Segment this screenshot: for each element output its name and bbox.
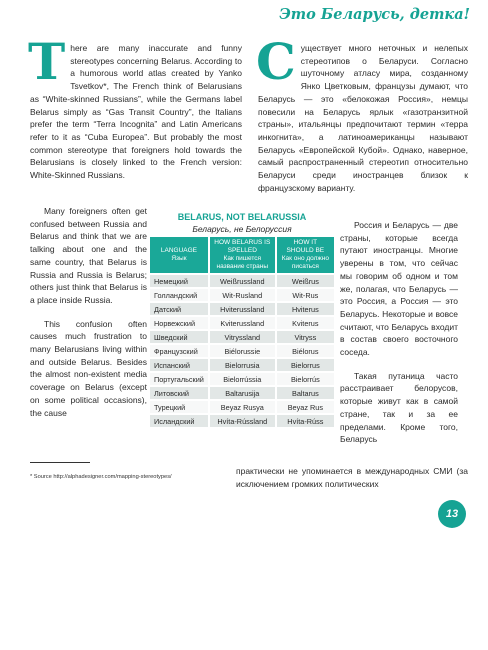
table-row bbox=[150, 373, 334, 385]
intro-ru bbox=[256, 32, 468, 194]
cell-language: Французский bbox=[150, 345, 208, 357]
cell-should-be: Vitryss bbox=[277, 331, 334, 343]
dropcap-ru bbox=[256, 32, 296, 91]
table-row bbox=[150, 289, 334, 301]
cell-should-be: Beyaz Rus bbox=[277, 401, 334, 413]
cell-language: Немецкий bbox=[150, 275, 208, 287]
body-en-paragraph: This confusion often causes much frustration to many Belarusians living within and outside Belarus. Besides the almost non-existent media coverage on Belarus (except on some political occasions), the cause bbox=[30, 318, 147, 418]
table-title: BELARUS, NOT BELARUSSIA bbox=[177, 212, 307, 222]
table-header-row bbox=[150, 237, 334, 273]
body-ru-paragraph: Такая путаница часто расстраивает белорусов, которые живут как в самой стране, так и за ее пределами. Кроме того, Беларусь bbox=[340, 370, 458, 445]
cell-should-be: Baltarus bbox=[277, 387, 334, 399]
comparison-table-box bbox=[148, 212, 336, 429]
body-ru-continuation: практически не упоминается в международных СМИ (за исключением громких политических bbox=[236, 466, 468, 489]
header-language: LANGUAGE Язык bbox=[150, 237, 208, 273]
cell-language: Голландский bbox=[150, 289, 208, 301]
cell-should-be: Bielorrús bbox=[277, 373, 334, 385]
footnote: * Source http://alphadesigner.com/mapping-stereotypes/ bbox=[30, 474, 172, 480]
table-row bbox=[150, 359, 334, 371]
dropcap-en: T bbox=[28, 32, 66, 91]
body-ru-paragraph: Россия и Беларусь — две страны, которые всегда путают иностранцы. Многие уверены в том, что сейчас мы говорим об одном и том же, полагая, что Беларусь — это Россия, а Россия — это Беларусь. Некоторые и вовсе считают, что Беларусь входит в состав своего восточного соседа. bbox=[340, 220, 458, 358]
page-number-badge: 13 bbox=[438, 500, 466, 528]
cell-language: Португальский bbox=[150, 373, 208, 385]
cell-spelled: Beyaz Rusya bbox=[210, 401, 275, 413]
cell-language: Литовский bbox=[150, 387, 208, 399]
cell-spelled: Baltarusija bbox=[210, 387, 275, 399]
body-en-paragraph: Many foreigners often get confused between Russia and Belarus and think that we are talking about one and the same country, that Belarus is Russia and Russia is Belarus; others just think that Belarus is a place inside Russia. bbox=[30, 206, 147, 305]
table-row bbox=[150, 331, 334, 343]
comparison-table bbox=[148, 235, 336, 429]
table-row bbox=[150, 387, 334, 399]
cell-language: Шведский bbox=[150, 331, 208, 343]
header-spelled: HOW BELARUS IS SPELLED Как пишется название страны bbox=[210, 237, 275, 273]
table-row bbox=[150, 303, 334, 315]
cell-spelled: Hviterussland bbox=[210, 303, 275, 315]
cell-language: Норвежский bbox=[150, 317, 208, 329]
cell-spelled: Weißrussland bbox=[210, 275, 275, 287]
body-ru bbox=[340, 219, 458, 446]
cell-should-be: Biélorus bbox=[277, 345, 334, 357]
cell-should-be: Hvíta-Rúss bbox=[277, 415, 334, 427]
magazine-section-title: Это Беларусь, детка! bbox=[279, 6, 470, 23]
cell-spelled: Bielorrússia bbox=[210, 373, 275, 385]
cell-language: Датский bbox=[150, 303, 208, 315]
intro-ru-text: уществует много неточных и нелепых стереотипов о Беларуси. Согласно шуточному атласу мира, созданному Янко Цветковым, французы думают, что Беларусь — это «белокожая Россия», немцы повесили на Беларусь ярлык «газотранзитной страны», итальянцы предпочитают термин «терра инкогнита», а латиноамериканцы называют Беларусь «Европейской Кубой». Однако, наверное, самый распространенный стереотип относительно Беларуси среди иностранцев близок к французскому варианту. bbox=[258, 43, 468, 193]
cell-should-be: Bielorrus bbox=[277, 359, 334, 371]
table-subtitle: Беларусь, не Белоруссия bbox=[192, 224, 292, 234]
table-row bbox=[150, 401, 334, 413]
cell-should-be: Kviterus bbox=[277, 317, 334, 329]
body-en bbox=[30, 205, 147, 419]
footnote-divider bbox=[30, 462, 90, 463]
cell-should-be: Hviterus bbox=[277, 303, 334, 315]
cell-should-be: Wit-Rus bbox=[277, 289, 334, 301]
header-should-be: HOW IT SHOULD BE Как оно должно писаться bbox=[277, 237, 334, 273]
cell-language: Турецкий bbox=[150, 401, 208, 413]
intro-en-text: here are many inaccurate and funny stereotypes concerning Belarus. According to a humorous world atlas created by Yanko Tsvetkov*, The French think of Belarusians as “White-skinned Russians”, while the Germans label Belarus simply as “Gas Transit Country”, the Italians prefer the term “Terra Incognita” and Latin Americans refer to it as “Cuba Europea”. But probably the most common stereotype that foreigners hold towards the Belarusians is closely linked to the French version: White-Skinned Russians. bbox=[30, 43, 242, 181]
cell-spelled: Hvíta-Rússland bbox=[210, 415, 275, 427]
cell-language: Исландский bbox=[150, 415, 208, 427]
cell-spelled: Biélorussie bbox=[210, 345, 275, 357]
intro-en bbox=[28, 32, 242, 182]
table-row bbox=[150, 415, 334, 427]
table-row bbox=[150, 345, 334, 357]
dropcap-ru-letter: С bbox=[256, 32, 296, 91]
cell-spelled: Kviterussland bbox=[210, 317, 275, 329]
cell-language: Испанский bbox=[150, 359, 208, 371]
table-row bbox=[150, 275, 334, 287]
cell-spelled: Vitryssland bbox=[210, 331, 275, 343]
cell-should-be: Weißrus bbox=[277, 275, 334, 287]
cell-spelled: Bielorrusia bbox=[210, 359, 275, 371]
table-row bbox=[150, 317, 334, 329]
cell-spelled: Wit-Rusland bbox=[210, 289, 275, 301]
